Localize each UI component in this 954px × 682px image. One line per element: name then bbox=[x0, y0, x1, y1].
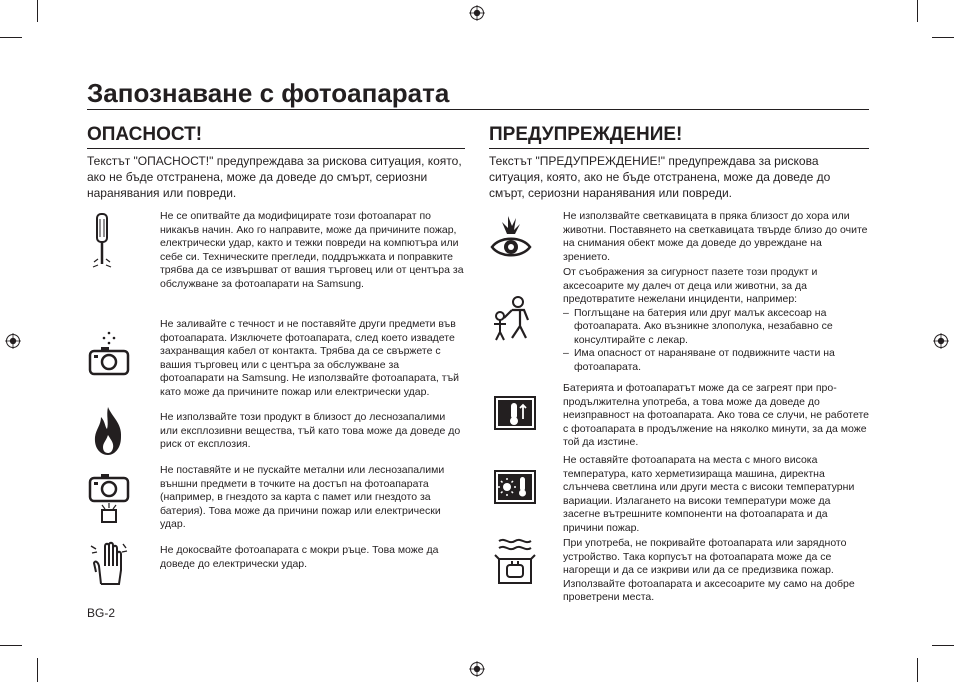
registration-mark-icon bbox=[469, 5, 485, 21]
warning-item-paragraph: От съображения за сигурност пазете този продукт и аксесоарите му далеч от деца или животни, за да предотвратите нежелани инциденти, например: bbox=[563, 266, 818, 305]
danger-item-text: Не поставяйте и не пускайте метални или леснозапалими външни предмети в точките на достъп на фотоапарата (например, в гнездото за карта с памет или гнездото за батерия). Това може да причини пожар или електрически удар. bbox=[160, 464, 445, 530]
warning-item-text: Не оставяйте фотоапарата на места с много висока температура, като херметизираща машина, директна слънчева светлина или други места с високи температурни вариации. Излагането на високи температури може да засегне вътрешните компоненти на фотоапарата и да причини пожар. bbox=[563, 454, 855, 534]
list-item: – Поглъщане на батерия или друг малък аксесоар на фотоапарата. Ако възникне злополука, незабавно се консултирайте с лекар. bbox=[563, 307, 869, 348]
crop-mark bbox=[932, 645, 954, 646]
sun-thermometer-icon bbox=[493, 469, 537, 505]
crop-mark bbox=[37, 0, 38, 22]
registration-mark-icon bbox=[469, 661, 485, 677]
danger-item-text: Не използвайте този продукт в близост до леснозапалими или експлозивни вещества, тъй като това може да доведе до риск от експлозия. bbox=[160, 411, 461, 450]
camera-metal-object-icon bbox=[88, 472, 130, 524]
flash-eye-icon bbox=[490, 214, 532, 264]
wet-hand-icon bbox=[89, 540, 129, 586]
crop-mark bbox=[917, 0, 918, 22]
crop-mark bbox=[932, 37, 954, 38]
page-title: Запознаване с фотоапарата bbox=[87, 78, 869, 110]
screwdriver-icon bbox=[89, 210, 117, 268]
warning-heading: ПРЕДУПРЕЖДЕНИЕ! bbox=[489, 124, 869, 149]
page-number: BG-2 bbox=[87, 606, 116, 620]
danger-item-text: Не заливайте с течност и не поставяйте други предмети във фотоапарата. Изключете фотоапарата, след което извадете захранващия кабел от контакта. Трябва да се свържете с вашия търговец или с центъра за обслужване за фотоапарати на Samsung. Не използвайте фотоапарата, тъй като може да причините пожар или електрически удар. bbox=[160, 318, 459, 398]
warning-item-text: Батерията и фотоапаратът може да се загреят при про-продължителна употреба, а това може да доведе до неизправност на фотоапарата. Ако това се случи, не работете с фотоапарата в продължение на няколко минути, за да може той да изстине. bbox=[563, 382, 869, 448]
list-item: – Има опасност от нараняване от подвижните части на фотоапарата. bbox=[563, 347, 869, 374]
crop-mark bbox=[0, 37, 22, 38]
danger-intro: Текстът "ОПАСНОСТ!" предупреждава за рискова ситуация, която, ако не бъде отстранена, може да доведе до смърт, сериозни наранявания или повреди. bbox=[87, 154, 462, 200]
warning-item-text: Не използвайте светкавицата в пряка близост до хора или животни. Поставянето на светкавицата твърде близо до очите на снимания обект може да доведе до увреждане на зрението. bbox=[563, 210, 868, 263]
registration-mark-icon bbox=[5, 333, 21, 349]
danger-item-text: Не докосвайте фотоапарата с мокри ръце. Това може да доведе до електрически удар. bbox=[160, 544, 439, 570]
registration-mark-icon bbox=[933, 333, 949, 349]
danger-item-text: Не се опитвайте да модифицирате този фотоапарат по никакъв начин. Ако го направите, може да причините пожар, електрически удар, както и тежки повреди на компютъра или себе си. Техническите прегледи, поддръжката и поправките трябва да се извършват от вашия търговец или от центъра за обслужване за фотоапарати на Samsung. bbox=[160, 210, 464, 290]
warning-bullet-list bbox=[563, 307, 869, 375]
crop-mark bbox=[917, 658, 918, 682]
warning-intro: Текстът "ПРЕДУПРЕЖДЕНИЕ!" предупреждава за рискова ситуация, която, ако не бъде отстранена, може да доведе до смърт, сериозни наранявания или повреди. bbox=[489, 154, 831, 200]
covered-charger-icon bbox=[493, 535, 537, 587]
camera-liquid-icon bbox=[88, 330, 130, 376]
warning-item-text bbox=[563, 266, 869, 374]
danger-heading: ОПАСНОСТ! bbox=[87, 124, 465, 149]
crop-mark bbox=[0, 645, 22, 646]
crop-mark bbox=[37, 658, 38, 682]
flame-icon bbox=[91, 405, 125, 457]
warning-item-text: При употреба, не покривайте фотоапарата или зарядното устройство. Така корпусът на фотоапарата може да се нагорещи и да се изкриви или да се предизвика пожар. Използвайте фотоапарата и аксесоарите му само на добре проветрени места. bbox=[563, 537, 855, 603]
heat-thermometer-icon bbox=[493, 395, 537, 431]
child-icon bbox=[490, 294, 534, 342]
